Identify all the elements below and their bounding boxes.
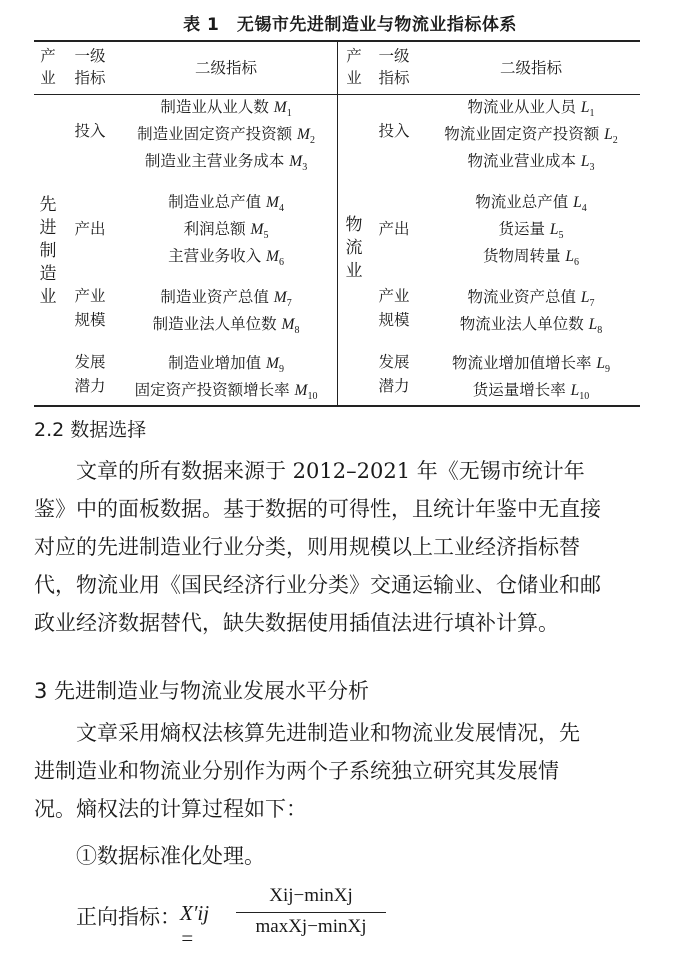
- paragraph-line: 文章的所有数据来源于 2012–2021 年《无锡市统计年: [76, 459, 585, 483]
- level1-text: 发展: [378, 353, 410, 371]
- indicator-sub: 5: [558, 230, 564, 242]
- indicator-label: 制造业增加值: [168, 354, 262, 372]
- section-heading-3: 3 先进制造业与物流业发展水平分析: [34, 679, 370, 703]
- indicator-sub: 9: [278, 364, 284, 376]
- header-level2-left: 二级指标: [194, 59, 257, 77]
- indicator-label: 制造业总产值: [168, 193, 262, 211]
- indicator-l5: [422, 219, 640, 246]
- indicator-var: M: [289, 153, 303, 170]
- level1-output-right: 产出: [378, 220, 410, 238]
- header-text: 指标: [74, 69, 106, 87]
- level1-text: 规模: [378, 311, 410, 329]
- section-2-2-paragraph: [34, 452, 646, 642]
- indicator-l3: [422, 151, 640, 178]
- indicator-l6: [422, 246, 640, 273]
- industry-char: 造: [39, 264, 57, 284]
- header-text: 业: [40, 69, 56, 87]
- indicator-label: 制造业资产总值: [160, 288, 269, 306]
- indicator-sub: 4: [581, 203, 587, 215]
- indicator-sub: 1: [589, 108, 595, 120]
- header-text: 业: [346, 69, 362, 87]
- header-industry-right: [342, 45, 366, 89]
- industry-logistics: [342, 214, 366, 283]
- indicator-sub: 4: [278, 203, 284, 215]
- indicator-var: L: [604, 126, 613, 143]
- level1-potential-left: [66, 350, 114, 398]
- indicator-label: 利润总额: [183, 220, 246, 238]
- section-heading-2-2: 2.2 数据选择: [34, 419, 147, 441]
- indicator-m2: [118, 124, 334, 151]
- indicator-var: M: [266, 194, 279, 211]
- indicator-sub: 8: [294, 325, 300, 337]
- indicator-m6: [118, 246, 334, 273]
- indicator-label: 物流业资产总值: [467, 288, 576, 306]
- indicator-label: 物流业营业成本: [467, 152, 576, 170]
- paragraph-line: 进制造业和物流业分别作为两个子系统独立研究其发展情: [34, 759, 559, 783]
- formula-label: 正向指标：: [76, 905, 181, 929]
- step-1-text: ①数据标准化处理。: [76, 844, 265, 868]
- indicator-l8: [422, 314, 640, 341]
- indicator-m5: [118, 219, 334, 246]
- header-text: 产: [40, 47, 56, 65]
- formula-denominator: maxXj−minXj: [255, 916, 367, 937]
- indicator-sub: 6: [574, 257, 580, 269]
- header-level2-right: 二级指标: [499, 59, 562, 77]
- level1-scale-left: [66, 284, 114, 332]
- formula-fraction: [236, 885, 386, 940]
- industry-char: 业: [345, 261, 363, 281]
- header-text: 一级: [74, 47, 106, 65]
- indicator-label: 主营业务收入: [168, 247, 262, 265]
- industry-char: 先: [39, 195, 57, 215]
- indicator-var: L: [549, 221, 559, 238]
- indicator-label: 货运量增长率: [472, 381, 566, 399]
- indicator-label: 制造业从业人数: [160, 98, 269, 116]
- indicator-var: L: [580, 99, 590, 116]
- indicator-sub: 10: [579, 391, 590, 403]
- level1-text: 潜力: [74, 377, 106, 395]
- level1-input-right: 投入: [378, 122, 410, 140]
- indicator-var: L: [588, 316, 598, 333]
- indicator-m1: [118, 97, 334, 124]
- indicator-label: 物流业增加值增长率: [451, 354, 592, 372]
- fraction-bar: [236, 912, 386, 913]
- level1-input-left: 投入: [74, 122, 106, 140]
- indicator-sub: 6: [278, 257, 284, 269]
- indicator-sub: 3: [589, 162, 595, 174]
- indicator-label: 物流业固定资产投资额: [444, 125, 600, 143]
- indicator-var: L: [565, 248, 575, 265]
- indicator-var: L: [596, 355, 606, 372]
- indicator-sub: 2: [612, 135, 618, 147]
- indicator-l4: [422, 192, 640, 219]
- section-3-paragraph: [34, 714, 646, 828]
- indicator-var: L: [580, 289, 590, 306]
- industry-char: 流: [345, 238, 363, 258]
- level1-scale-right: [370, 284, 418, 332]
- industry-manufacturing: [36, 194, 60, 309]
- indicator-var: M: [294, 382, 308, 399]
- indicator-sub: 7: [286, 298, 292, 310]
- indicator-var: M: [266, 248, 279, 265]
- indicator-sub: 2: [309, 135, 315, 147]
- industry-char: 业: [39, 287, 57, 307]
- indicator-m3: [118, 151, 334, 178]
- indicator-m4: [118, 192, 334, 219]
- paragraph-line: 代，物流业用《国民经济行业分类》交通运输业、仓储业和邮: [34, 573, 601, 597]
- indicator-label: 制造业法人单位数: [152, 315, 277, 333]
- indicator-label: 固定资产投资额增长率: [134, 381, 290, 399]
- header-level1-left: [68, 45, 112, 89]
- table-center-divider: [337, 40, 338, 406]
- indicator-l9: [422, 353, 640, 380]
- header-level1-right: [372, 45, 416, 89]
- level1-output-left: 产出: [74, 220, 106, 238]
- industry-char: 制: [39, 241, 57, 261]
- indicator-var: L: [570, 382, 580, 399]
- indicator-var: M: [297, 126, 310, 143]
- level1-text: 发展: [74, 353, 106, 371]
- industry-char: 物: [345, 215, 363, 235]
- level1-text: 规模: [74, 311, 106, 329]
- indicator-var: L: [580, 153, 590, 170]
- indicator-m8: [118, 314, 334, 341]
- indicator-sub: 8: [597, 325, 603, 337]
- level1-potential-right: [370, 350, 418, 398]
- indicator-sub: 10: [307, 391, 318, 403]
- formula-numerator: Xij−minXj: [269, 885, 353, 906]
- indicator-sub: 5: [263, 230, 269, 242]
- indicator-l10: [422, 380, 640, 407]
- indicator-var: M: [266, 355, 279, 372]
- indicator-label: 货运量: [498, 220, 545, 238]
- indicator-sub: 1: [286, 108, 292, 120]
- header-text: 产: [346, 47, 362, 65]
- indicator-l2: [422, 124, 640, 151]
- indicator-var: M: [250, 221, 264, 238]
- paragraph-line: 对应的先进制造业行业分类，则用规模以上工业经济指标替: [34, 535, 580, 559]
- indicator-label: 制造业固定资产投资额: [137, 125, 293, 143]
- paragraph-line: 况。熵权法的计算过程如下：: [34, 797, 307, 821]
- formula-lhs: X′ij =: [180, 901, 210, 950]
- indicator-sub: 3: [302, 162, 308, 174]
- indicator-l7: [422, 287, 640, 314]
- indicator-label: 物流业总产值: [475, 193, 569, 211]
- paragraph-line: 鉴》中的面板数据。基于数据的可得性，且统计年鉴中无直接: [34, 497, 601, 521]
- indicator-var: M: [281, 316, 295, 333]
- paragraph-line: 政业经济数据替代，缺失数据使用插值法进行填补计算。: [34, 611, 559, 635]
- header-industry-left: [36, 45, 60, 89]
- indicator-label: 货物周转量: [482, 247, 561, 265]
- indicator-m9: [118, 353, 334, 380]
- indicator-var: M: [273, 99, 287, 116]
- indicator-l1: [422, 97, 640, 124]
- paragraph-line: 文章采用熵权法核算先进制造业和物流业发展情况，先: [76, 721, 580, 745]
- header-text: 一级: [378, 47, 410, 65]
- indicator-label: 物流业从业人员: [467, 98, 576, 116]
- indicator-var: L: [573, 194, 582, 211]
- table-title: 表 1 无锡市先进制造业与物流业指标体系: [183, 15, 517, 35]
- level1-text: 潜力: [378, 377, 410, 395]
- industry-char: 进: [39, 218, 57, 238]
- indicator-sub: 7: [589, 298, 595, 310]
- indicator-sub: 9: [605, 364, 611, 376]
- indicator-label: 物流业法人单位数: [459, 315, 584, 333]
- header-text: 指标: [378, 69, 410, 87]
- indicator-label: 制造业主营业务成本: [144, 152, 285, 170]
- level1-text: 产业: [378, 287, 410, 305]
- indicator-m10: [118, 380, 334, 407]
- indicator-m7: [118, 287, 334, 314]
- level1-text: 产业: [74, 287, 106, 305]
- indicator-var: M: [273, 289, 287, 306]
